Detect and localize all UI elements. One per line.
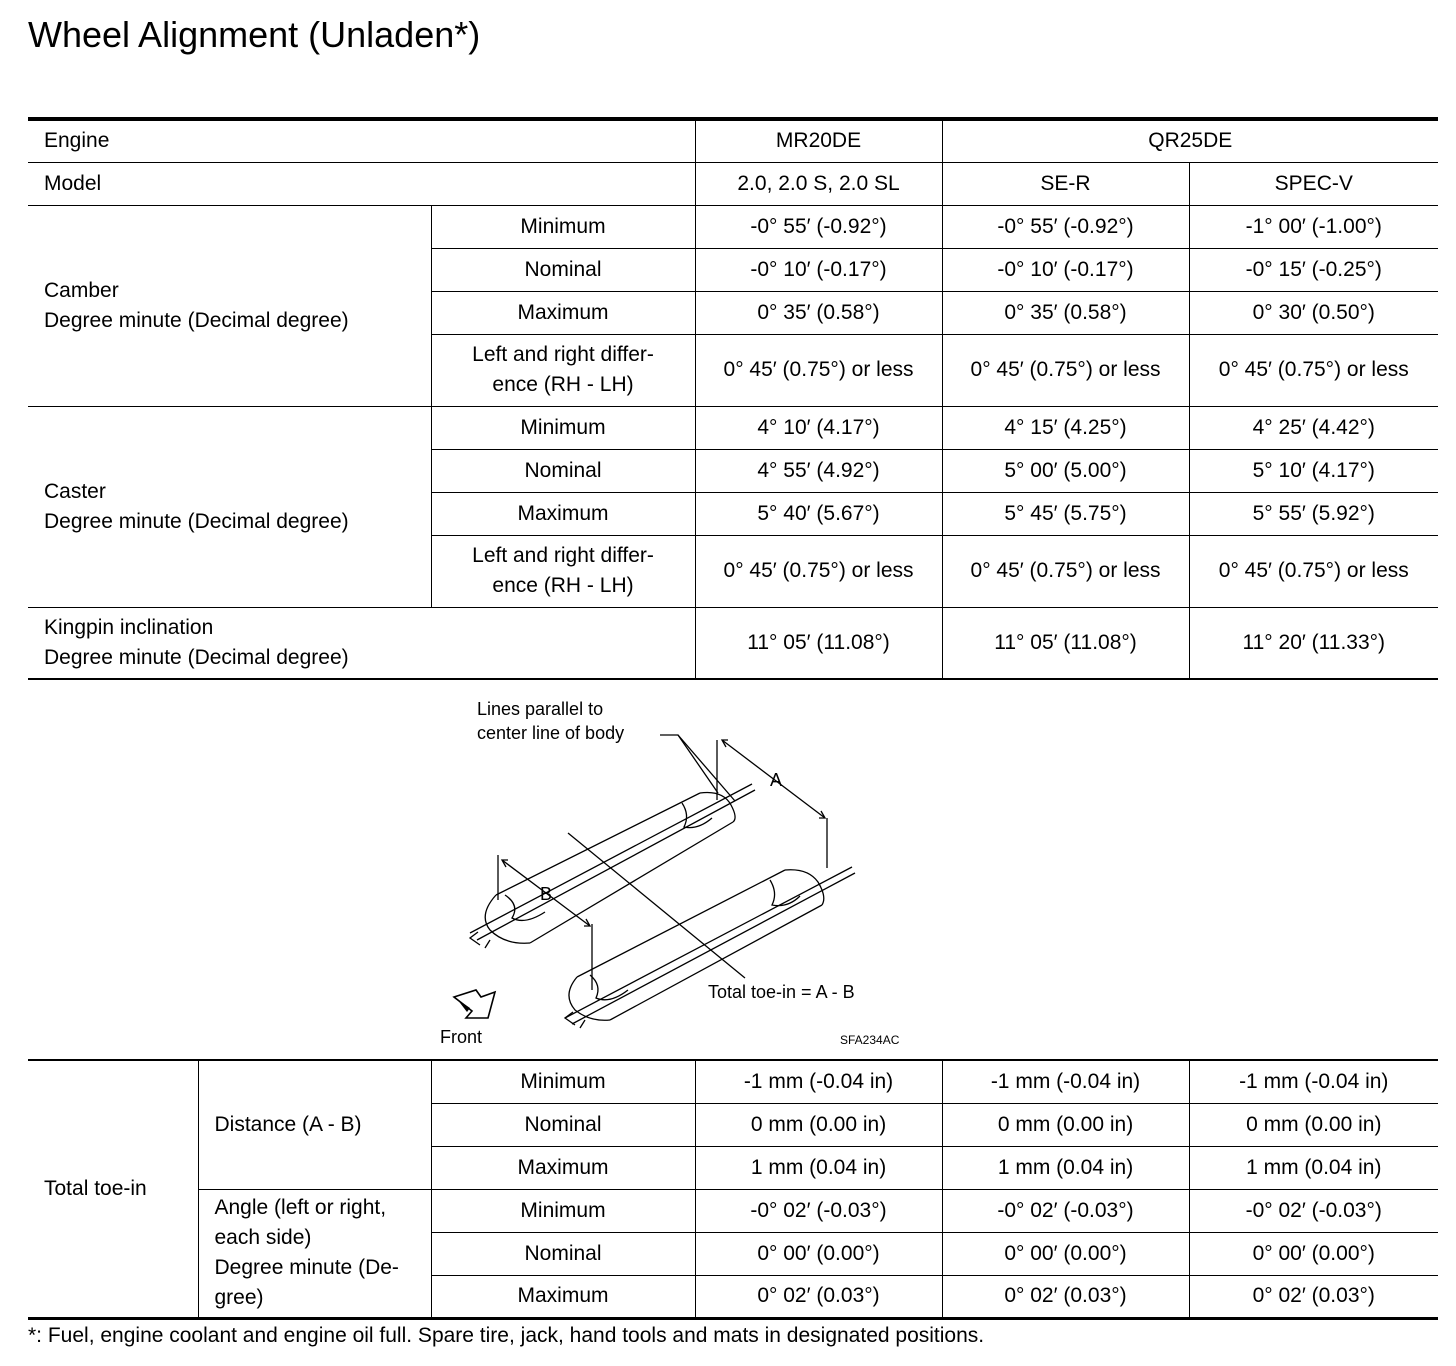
toe-in-diagram xyxy=(430,690,930,1050)
table-cell: 0 mm (0.00 in) xyxy=(1189,1103,1438,1146)
table-cell: 11° 05′ (11.08°) xyxy=(695,607,942,679)
row-label: Minimum xyxy=(431,1060,695,1103)
engine-label: Engine xyxy=(28,119,695,162)
table-cell: 0° 00′ (0.00°) xyxy=(695,1232,942,1275)
engine-qr25de: QR25DE xyxy=(942,119,1438,162)
table-cell: -0° 55′ (-0.92°) xyxy=(695,205,942,248)
table-cell: 0° 00′ (0.00°) xyxy=(1189,1232,1438,1275)
table-cell: -1° 00′ (-1.00°) xyxy=(1189,205,1438,248)
label-a: A xyxy=(770,770,783,790)
toe-distance-minimum-row xyxy=(28,1060,1438,1103)
table-cell: 0° 35′ (0.58°) xyxy=(695,291,942,334)
figure-code: SFA234AC xyxy=(840,1033,900,1047)
alignment-spec-table xyxy=(28,117,1438,680)
table-cell: 0° 45′ (0.75°) or less xyxy=(1189,334,1438,406)
label-total-toe-in: Total toe-in = A - B xyxy=(708,982,855,1002)
table-cell: 0° 30′ (0.50°) xyxy=(1189,291,1438,334)
row-label: Nominal xyxy=(431,449,695,492)
kingpin-label: Kingpin inclination Degree minute (Decimal degree) xyxy=(28,607,695,679)
camber-label: Camber Degree minute (Decimal degree) xyxy=(28,205,431,406)
table-cell: 0° 00′ (0.00°) xyxy=(942,1232,1189,1275)
table-cell: 4° 15′ (4.25°) xyxy=(942,406,1189,449)
table-cell: 0 mm (0.00 in) xyxy=(942,1103,1189,1146)
table-cell: 5° 45′ (5.75°) xyxy=(942,492,1189,535)
table-cell: 4° 55′ (4.92°) xyxy=(695,449,942,492)
table-cell: 5° 10′ (4.17°) xyxy=(1189,449,1438,492)
table-cell: 4° 10′ (4.17°) xyxy=(695,406,942,449)
model-label: Model xyxy=(28,162,695,205)
distance-label: Distance (A - B) xyxy=(198,1060,431,1189)
engine-mr20de: MR20DE xyxy=(695,119,942,162)
leader-line xyxy=(660,735,718,793)
label-lines-parallel-2: center line of body xyxy=(477,723,625,743)
engine-row xyxy=(28,119,1438,162)
table-cell: 1 mm (0.04 in) xyxy=(942,1146,1189,1189)
table-cell: 4° 25′ (4.42°) xyxy=(1189,406,1438,449)
table-cell: -0° 15′ (-0.25°) xyxy=(1189,248,1438,291)
label-b: B xyxy=(540,884,553,904)
table-cell: 5° 00′ (5.00°) xyxy=(942,449,1189,492)
row-label: Maximum xyxy=(431,492,695,535)
table-cell: 11° 20′ (11.33°) xyxy=(1189,607,1438,679)
row-label: Nominal xyxy=(431,1103,695,1146)
kingpin-row xyxy=(28,607,1438,679)
row-label: Nominal xyxy=(431,1232,695,1275)
camber-minimum-row xyxy=(28,205,1438,248)
table-cell: 0° 02′ (0.03°) xyxy=(695,1275,942,1318)
caster-minimum-row xyxy=(28,406,1438,449)
table-cell: -0° 10′ (-0.17°) xyxy=(942,248,1189,291)
model-spec-v: SPEC-V xyxy=(1189,162,1438,205)
center-line xyxy=(568,833,745,978)
table-cell: 11° 05′ (11.08°) xyxy=(942,607,1189,679)
row-label: Minimum xyxy=(431,205,695,248)
toe-angle-minimum-row xyxy=(28,1189,1438,1232)
table-cell: -0° 02′ (-0.03°) xyxy=(942,1189,1189,1232)
table-cell: 1 mm (0.04 in) xyxy=(695,1146,942,1189)
table-cell: 0° 45′ (0.75°) or less xyxy=(942,334,1189,406)
table-cell: -1 mm (-0.04 in) xyxy=(1189,1060,1438,1103)
label-front: Front xyxy=(440,1027,483,1047)
table-cell: 0° 45′ (0.75°) or less xyxy=(695,334,942,406)
table-cell: 5° 40′ (5.67°) xyxy=(695,492,942,535)
row-label: Minimum xyxy=(431,1189,695,1232)
table-cell: 0° 35′ (0.58°) xyxy=(942,291,1189,334)
footnote: *: Fuel, engine coolant and engine oil full. Spare tire, jack, hand tools and mats in designated positions. xyxy=(28,1324,985,1347)
page-title: Wheel Alignment (Unladen*) xyxy=(28,14,481,55)
row-label: Maximum xyxy=(431,1275,695,1318)
table-cell: 0 mm (0.00 in) xyxy=(695,1103,942,1146)
table-cell: -0° 55′ (-0.92°) xyxy=(942,205,1189,248)
row-label: Maximum xyxy=(431,1146,695,1189)
diagram-labels xyxy=(440,699,900,1047)
angle-label: Angle (left or right, each side) Degree minute (De- gree) xyxy=(198,1189,431,1318)
table-cell: -0° 02′ (-0.03°) xyxy=(695,1189,942,1232)
total-toe-in-label: Total toe-in xyxy=(28,1060,198,1318)
table-cell: 0° 45′ (0.75°) or less xyxy=(695,535,942,607)
table-cell: 0° 02′ (0.03°) xyxy=(942,1275,1189,1318)
parallel-line-left xyxy=(470,784,752,933)
table-cell: 0° 02′ (0.03°) xyxy=(1189,1275,1438,1318)
model-2-0: 2.0, 2.0 S, 2.0 SL xyxy=(695,162,942,205)
row-label: Left and right differ- ence (RH - LH) xyxy=(431,535,695,607)
toe-in-table xyxy=(28,1059,1438,1320)
table-cell: -0° 02′ (-0.03°) xyxy=(1189,1189,1438,1232)
model-row xyxy=(28,162,1438,205)
table-cell: -0° 10′ (-0.17°) xyxy=(695,248,942,291)
table-cell: 5° 55′ (5.92°) xyxy=(1189,492,1438,535)
table-cell: 0° 45′ (0.75°) or less xyxy=(942,535,1189,607)
table-cell: -1 mm (-0.04 in) xyxy=(942,1060,1189,1103)
row-label: Maximum xyxy=(431,291,695,334)
table-cell: -1 mm (-0.04 in) xyxy=(695,1060,942,1103)
row-label: Minimum xyxy=(431,406,695,449)
front-arrow-icon xyxy=(454,990,495,1018)
row-label: Nominal xyxy=(431,248,695,291)
caster-label: Caster Degree minute (Decimal degree) xyxy=(28,406,431,607)
label-lines-parallel-1: Lines parallel to xyxy=(477,699,604,719)
table-cell: 1 mm (0.04 in) xyxy=(1189,1146,1438,1189)
row-label: Left and right differ- ence (RH - LH) xyxy=(431,334,695,406)
table-cell: 0° 45′ (0.75°) or less xyxy=(1189,535,1438,607)
model-se-r: SE-R xyxy=(942,162,1189,205)
